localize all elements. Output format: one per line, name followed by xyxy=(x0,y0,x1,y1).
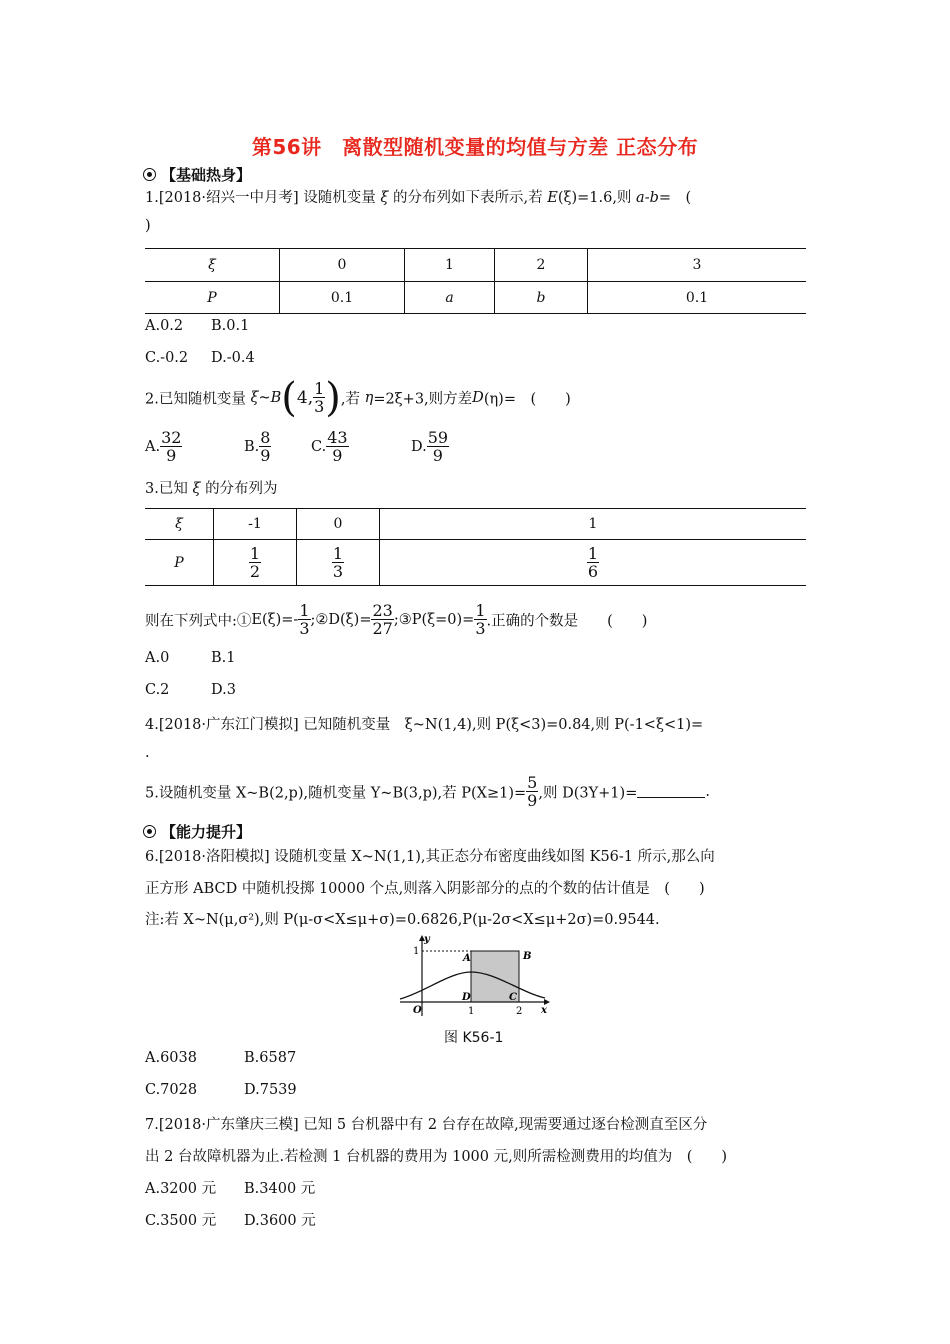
table-cell: P xyxy=(145,282,280,314)
table-cell: 1 xyxy=(380,509,807,540)
q3-option-b: B.1 xyxy=(211,650,236,666)
question-1-line2: ) xyxy=(145,218,151,234)
question-6-note: 注:若 X~N(μ,σ²),则 P(μ-σ<X≤μ+σ)=0.6826,P(μ-2σ<X≤μ+2σ)=0.9544. xyxy=(145,912,660,928)
table-cell: 2 xyxy=(495,249,588,282)
table-cell: $\frac{1}{2}$ xyxy=(214,540,297,586)
section-heading-advanced xyxy=(143,821,251,842)
x-tick-label: 1 xyxy=(468,1006,475,1017)
q2-option-a: A. $\frac{32}{9}$ xyxy=(145,428,182,465)
question-7-line2: 出 2 台故障机器为止.若检测 1 台机器的费用为 1000 元,则所需检测费用的均值为 ( ) xyxy=(145,1149,728,1165)
question-1: 1.[2018·绍兴一中月考] 设随机变量 ξ 的分布列如下表所示,若 E(ξ)=1.6,则 a-b= ( xyxy=(145,190,692,206)
table-cell: ξ xyxy=(145,509,214,540)
page-title: 第56讲 离散型随机变量的均值与方差 正态分布 xyxy=(251,135,699,159)
q1-option-b: B.0.1 xyxy=(211,318,250,334)
q3-option-d: D.3 xyxy=(211,682,236,698)
question-3: 3.已知 ξ 的分布列为 xyxy=(145,481,278,497)
table-cell: 1 xyxy=(405,249,495,282)
point-label-b: B xyxy=(523,951,532,962)
point-label-a: A xyxy=(463,953,471,964)
circle-bullet-icon xyxy=(143,825,156,838)
section-label: 【能力提升】 xyxy=(161,823,252,841)
question-4-line2: . xyxy=(145,745,150,761)
q3-option-a: A.0 xyxy=(145,650,170,666)
table-cell: ξ xyxy=(145,249,280,282)
q6-option-c: C.7028 xyxy=(145,1082,198,1098)
q7-option-c: C.3500 元 xyxy=(145,1213,217,1229)
point-label-d: D xyxy=(462,992,471,1003)
q1-option-a: A.0.2 xyxy=(145,318,184,334)
origin-label: O xyxy=(413,1005,422,1016)
table-cell: $\frac{1}{6}$ xyxy=(380,540,807,586)
question-7: 7.[2018·广东肇庆三模] 已知 5 台机器中有 2 台存在故障,现需要通过逐台检测直至区分 xyxy=(145,1117,708,1133)
x-axis-label: x xyxy=(541,1005,547,1016)
question-4: 4.[2018·广东江门模拟] 已知随机变量 ξ~N(1,4),则 P(ξ<3)=0.84,则 P(-1<ξ<1)= xyxy=(145,717,704,733)
q6-option-a: A.6038 xyxy=(145,1050,197,1066)
table-cell: P xyxy=(145,540,214,586)
table-cell: 0 xyxy=(297,509,380,540)
table-row xyxy=(145,282,806,314)
table-cell: a xyxy=(405,282,495,314)
normal-curve-figure xyxy=(395,932,560,1022)
answer-blank xyxy=(637,796,705,798)
point-label-c: C xyxy=(509,992,517,1003)
question-3-statements: 则在下列式中:①E(ξ)=- $\frac{1}{3}$ ;②D(ξ)= $\frac{23}{27}$ ;③P(ξ=0)= $\frac{1}{3}$ .正确的个数是 ( ) xyxy=(145,601,648,638)
distribution-table-1 xyxy=(145,248,806,314)
table-cell: 0 xyxy=(280,249,405,282)
y-axis-label: y xyxy=(424,934,430,945)
table-cell: b xyxy=(495,282,588,314)
q7-option-d: D.3600 元 xyxy=(244,1213,316,1229)
table-row xyxy=(145,540,806,586)
section-heading-basic xyxy=(143,164,251,185)
q2-option-d: D. $\frac{59}{9}$ xyxy=(411,428,449,465)
q1-option-c: C.-0.2 xyxy=(145,350,189,366)
y-tick-label: 1 xyxy=(413,946,420,957)
table-cell: -1 xyxy=(214,509,297,540)
x-tick-label: 2 xyxy=(516,1006,523,1017)
question-5: 5.设随机变量 X~B(2,p),随机变量 Y~B(3,p),若 P(X≥1)= $\frac{5}{9}$ ,则 D(3Y+1)= . xyxy=(145,773,710,810)
table-cell: 3 xyxy=(588,249,807,282)
table-row xyxy=(145,509,806,540)
q2-option-c: C. $\frac{43}{9}$ xyxy=(311,428,348,465)
fraction: $\frac{1}{3}$ xyxy=(314,379,325,416)
table-cell: 0.1 xyxy=(280,282,405,314)
distribution-table-3 xyxy=(145,508,806,586)
circle-bullet-icon xyxy=(143,168,156,181)
table-cell: 0.1 xyxy=(588,282,807,314)
table-cell: $\frac{1}{3}$ xyxy=(297,540,380,586)
q6-option-b: B.6587 xyxy=(244,1050,297,1066)
section-label: 【基础热身】 xyxy=(161,166,252,184)
q7-option-b: B.3400 元 xyxy=(244,1181,316,1197)
question-6-line2: 正方形 ABCD 中随机投掷 10000 个点,则落入阴影部分的点的个数的估计值是 ( ) xyxy=(145,881,705,897)
question-2: 2.已知随机变量 ξ~B(4, $\frac{1}{3}$ ),若 η=2ξ+3,则方差D(η)= ( ) xyxy=(145,375,571,421)
q2-option-b: B. $\frac{8}{9}$ xyxy=(244,428,271,465)
q7-option-a: A.3200 元 xyxy=(145,1181,217,1197)
q1-option-d: D.-0.4 xyxy=(211,350,255,366)
question-6: 6.[2018·洛阳模拟] 设随机变量 X~N(1,1),其正态分布密度曲线如图 K56-1 所示,那么向 xyxy=(145,849,715,865)
table-row xyxy=(145,249,806,282)
q6-option-d: D.7539 xyxy=(244,1082,297,1098)
figure-caption: 图 K56-1 xyxy=(444,1030,504,1046)
q3-option-c: C.2 xyxy=(145,682,170,698)
